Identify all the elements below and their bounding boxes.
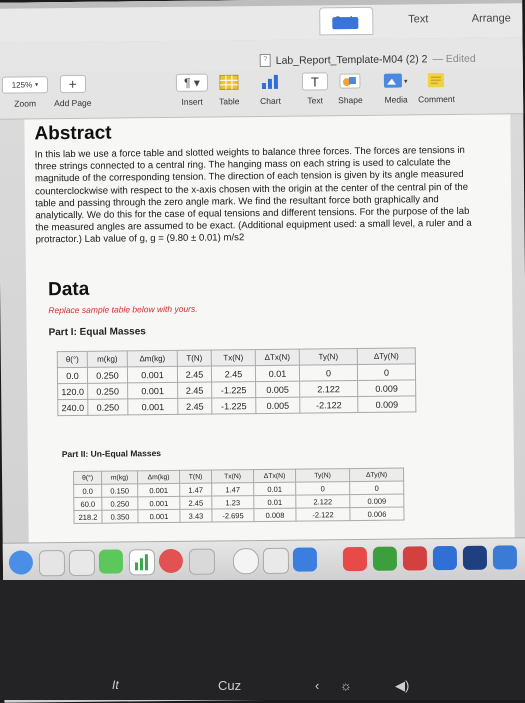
shape-label: Shape [338,95,363,105]
header-cell: Ty(N) [295,469,349,483]
numbers-green-app-icon[interactable] [373,547,397,571]
tab-arrange[interactable] [463,5,519,32]
header-cell: ΔTy(N) [357,348,415,365]
table-cell: 2.45 [177,366,211,382]
zoom-app-icon[interactable] [463,546,487,570]
document-name: Lab_Report_Template-M04 (2) 2 [276,53,428,67]
table-cell: 0.009 [358,380,416,397]
back-chevron-icon: ‹ [315,678,319,693]
header-cell: Δm(kg) [137,470,179,483]
settings-app-icon[interactable] [9,550,33,574]
tab-text[interactable] [390,6,446,33]
add-page-button[interactable] [54,74,92,108]
header-cell: m(kg) [87,351,127,367]
abstract-body[interactable]: In this lab we use a force table and slotted weights to balance three forces. The forces are tensions in three strings connected to a central ring. The hanging mass on each string is used to calculate the magnitude of the corresponding tension. The direction of each tension is given by its angle measured counterclockwise with respect to the x-axis chosen with the origin at the center of the central pin of the table and passing through the zero angle mark. We find the resultant force both graphically and analytically. We do this for the case of equal tensions and different tensions. For the purpose of the lab the measured angles are assumed to be exact. (Additional equipment used: a small level, a ruler and a protractor.) Lab value of g, g = (9.80 ± 0.01) m/s2 [35,145,484,247]
table-cell: 0.001 [138,509,180,522]
table-cell: 0.005 [256,381,300,397]
table-cell: -1.225 [212,398,256,414]
add-page-label: Add Page [54,98,91,108]
bar-chart-icon [130,550,154,574]
text-box-icon: T [302,72,328,90]
table-cell: 0.008 [254,508,296,521]
table-cell: 1.47 [180,483,212,496]
table-cell: 60.0 [74,497,102,510]
insert-button[interactable] [176,73,208,107]
data-heading: Data [48,279,89,301]
zoom-select[interactable] [2,76,48,93]
style-swatch [332,17,358,29]
abstract-heading: Abstract [34,123,111,146]
table-cell: 2.45 [180,496,212,509]
part2-title: Part II: Un-Equal Masses [62,448,161,459]
table-cell: 0.250 [88,383,128,399]
table-cell: 0.001 [138,483,180,496]
app-store-icon[interactable] [403,546,427,570]
header-cell: Tx(N) [211,470,253,483]
tab-arrange-label: Arrange [472,12,511,24]
table-cell: -2.122 [296,508,350,522]
chart-button[interactable] [260,72,281,106]
text-button[interactable] [302,71,328,105]
zoom-control[interactable] [2,74,48,108]
table-cell: 0.001 [128,382,178,399]
header-cell: ΔTx(N) [253,469,295,482]
volume-icon: ◀) [395,678,409,694]
table-cell: 0.01 [254,482,296,495]
calendar-app-icon[interactable] [39,550,65,576]
insert-label: Insert [181,97,202,107]
table-cell: 0.01 [255,365,299,381]
calendar-red-app-icon[interactable] [343,547,367,571]
table-cell: -1.225 [212,382,256,398]
table-cell: 1.23 [212,496,254,509]
table-cell: 0.006 [350,507,404,521]
brightness-icon: ☼ [340,678,352,693]
header-cell: ΔTx(N) [255,349,299,365]
table-cell: 0.01 [254,495,296,508]
table-cell: 218.2 [74,510,102,523]
table-cell: 0.350 [102,510,138,523]
keyboard-key-left: It [112,678,119,692]
laptop-bezel [0,580,525,700]
media-button[interactable] [383,70,409,104]
contacts-app-icon[interactable] [69,550,95,576]
table-cell: -2.695 [212,509,254,522]
table-cell: 0.009 [358,396,416,413]
news-app-icon[interactable] [159,549,183,573]
table-label: Table [219,96,239,106]
table-cell: 0 [357,364,415,381]
header-cell: ΔTy(N) [349,468,403,482]
header-cell: T(N) [179,470,211,483]
unequal-masses-table[interactable] [73,468,405,524]
comment-button[interactable] [418,70,455,104]
table-cell: 0.005 [256,397,300,413]
media-label: Media [384,94,407,104]
table-row [58,396,416,416]
document-page[interactable] [24,114,514,549]
paragraph-icon: ¶ ▾ [176,74,208,92]
header-cell: θ(°) [57,351,87,367]
equal-masses-table[interactable] [57,347,417,416]
document-title [260,52,476,67]
facetime-app-icon[interactable] [99,549,123,573]
header-cell: θ(°) [73,471,101,484]
table-cell: -2.122 [300,397,358,414]
table-icon [219,74,239,90]
music-app-icon[interactable] [233,548,259,574]
document-icon: ? [260,54,271,67]
zoom-value: 125% [12,80,33,89]
table-cell: 0 [296,482,350,496]
table-cell: 0 [299,365,357,382]
keyboard-key-mid: Cuz [218,678,241,693]
table-button[interactable] [219,72,240,106]
photos-app-icon[interactable] [263,548,289,574]
table-cell: 2.45 [211,366,255,382]
table-cell: 3.43 [180,509,212,522]
video-app-icon[interactable] [493,545,517,569]
table-cell: 0.001 [127,366,177,383]
table-cell: 0.001 [138,496,180,509]
toolbar [0,67,523,119]
svg-text:▾: ▾ [404,77,408,85]
zoom-label: Zoom [14,98,36,108]
text-label: Text [307,95,323,105]
table-cell: 0.250 [102,497,138,510]
chart-icon [260,74,280,90]
table-cell: 2.45 [178,382,212,398]
plus-icon: + [60,75,86,93]
header-cell: Ty(N) [299,349,357,366]
table-cell: 0.0 [74,484,102,497]
table-cell: 0.150 [102,484,138,497]
header-cell: Δm(kg) [127,350,177,367]
header-cell: Tx(N) [211,350,255,366]
shape-icon [339,73,361,89]
part1-title: Part I: Equal Masses [48,326,145,338]
edited-status: — Edited [432,52,475,64]
keynote-app-icon[interactable] [293,547,317,571]
table-cell: 0.009 [350,494,404,508]
table-row [74,507,404,523]
table-cell: 0.0 [57,367,87,383]
media-icon [383,72,409,88]
table-cell: 0 [350,481,404,495]
photo-booth-app-icon[interactable] [189,549,215,575]
numbers-app-icon[interactable] [129,549,155,575]
chart-label: Chart [260,96,281,106]
preview-app-icon[interactable] [433,546,457,570]
table-cell: 2.122 [300,381,358,398]
header-cell: T(N) [177,350,211,366]
comment-icon [426,72,446,88]
tab-text-label: Text [408,13,428,25]
table-cell: 120.0 [58,383,88,399]
table-cell: 0.001 [128,398,178,415]
table-cell: 2.45 [178,398,212,414]
table-cell: 240.0 [58,399,88,415]
table-cell: 0.250 [88,399,128,415]
dock [3,537,525,583]
shape-button[interactable] [338,71,363,105]
replace-note: Replace sample table below with yours. [48,304,197,316]
table-cell: 1.47 [212,483,254,496]
table-cell: 2.122 [296,495,350,509]
chevron-down-icon: ▾ [35,81,38,88]
comment-label: Comment [418,94,455,104]
table-cell: 0.250 [87,367,127,383]
header-cell: m(kg) [101,471,137,484]
